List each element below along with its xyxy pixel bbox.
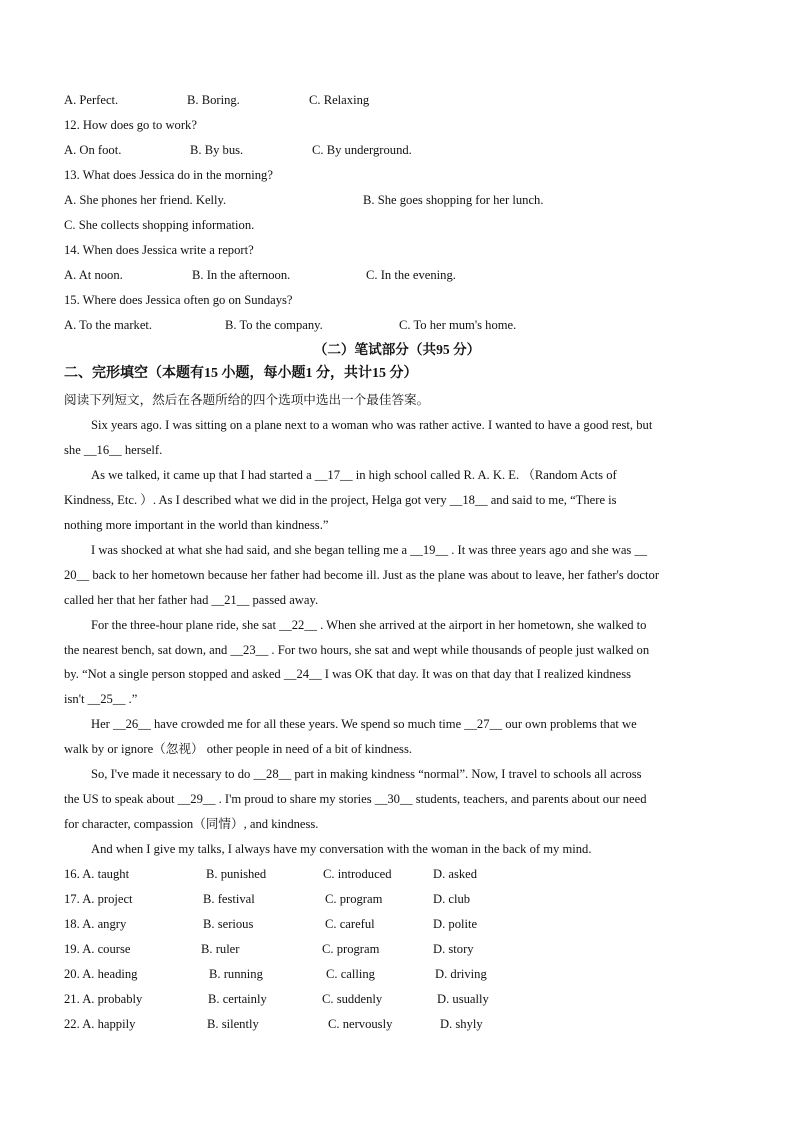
- option-c: C. nervously: [328, 1017, 393, 1031]
- passage-line: 20__ back to her hometown because her father had become ill. Just as the plane was about to leave, her father's doctor: [64, 568, 660, 582]
- option-a: 19. A. course: [64, 942, 131, 956]
- passage-line: And when I give my talks, I always have my conversation with the woman in the back of my mind.: [91, 842, 592, 856]
- q13-stem: 13. What does Jessica do in the morning?: [64, 168, 273, 182]
- q11-option-c: C. Relaxing: [309, 93, 370, 107]
- passage-line: Kindness, Etc. ）. As I described what we did in the project, Helga got very __18__ and said to me, “There is: [64, 493, 617, 507]
- option-a: 17. A. project: [64, 892, 133, 906]
- q13-option-c: C. She collects shopping information.: [64, 218, 255, 232]
- option-c: C. careful: [325, 917, 375, 931]
- option-a: 21. A. probably: [64, 992, 143, 1006]
- option-d: D. driving: [435, 967, 487, 981]
- option-d: D. shyly: [440, 1017, 483, 1031]
- option-a: 20. A. heading: [64, 967, 138, 981]
- q12-stem: 12. How does go to work?: [64, 118, 197, 132]
- passage-line: called her that her father had __21__ passed away.: [64, 593, 319, 607]
- q14-stem: 14. When does Jessica write a report?: [64, 243, 254, 257]
- q13-option-b: B. She goes shopping for her lunch.: [363, 193, 544, 207]
- option-a: 16. A. taught: [64, 867, 130, 881]
- option-b: B. certainly: [208, 992, 267, 1006]
- q14-option-b: B. In the afternoon.: [192, 268, 291, 282]
- passage-line: Six years ago. I was sitting on a plane next to a woman who was rather active. I wanted to have a good rest, but: [91, 418, 653, 432]
- option-c: C. introduced: [323, 867, 392, 881]
- q12-option-b: B. By bus.: [190, 143, 244, 157]
- option-a: 18. A. angry: [64, 917, 127, 931]
- option-d: D. polite: [433, 917, 478, 931]
- q14-option-c: C. In the evening.: [366, 268, 456, 282]
- q11-option-b: B. Boring.: [187, 93, 240, 107]
- passage-line: Her __26__ have crowded me for all these years. We spend so much time __27__ our own problems that we: [91, 717, 637, 731]
- option-a: 22. A. happily: [64, 1017, 136, 1031]
- q11-option-a: A. Perfect.: [64, 93, 119, 107]
- option-b: B. serious: [203, 917, 254, 931]
- passage-line: For the three-hour plane ride, she sat __22__ . When she arrived at the airport in her hometown, she walked to: [91, 618, 647, 632]
- option-b: B. punished: [206, 867, 267, 881]
- q12-option-a: A. On foot.: [64, 143, 122, 157]
- passage-line: As we talked, it came up that I had started a __17__ in high school called R. A. K. E. （Random Acts of: [91, 468, 617, 482]
- passage-line: isn't __25__ .”: [64, 692, 138, 706]
- option-d: D. usually: [437, 992, 489, 1006]
- q12-option-c: C. By underground.: [312, 143, 412, 157]
- passage-line: for character, compassion（同情）, and kindness.: [64, 817, 319, 831]
- option-d: D. club: [433, 892, 471, 906]
- q14-option-a: A. At noon.: [64, 268, 123, 282]
- option-d: D. story: [433, 942, 474, 956]
- passage-line: So, I've made it necessary to do __28__ part in making kindness “normal”. Now, I travel to schools all across: [91, 767, 642, 781]
- passage-line: she __16__ herself.: [64, 443, 163, 457]
- q15-stem: 15. Where does Jessica often go on Sundays?: [64, 293, 293, 307]
- passage-line: I was shocked at what she had said, and she began telling me a __19__ . It was three years ago and she was __: [91, 543, 648, 557]
- q15-option-b: B. To the company.: [225, 318, 323, 332]
- passage-line: walk by or ignore（忽视） other people in need of a bit of kindness.: [64, 742, 413, 756]
- part2-title: （二）笔试部分（共95 分）: [313, 342, 481, 357]
- option-b: B. festival: [203, 892, 255, 906]
- option-b: B. running: [209, 967, 263, 981]
- option-b: B. silently: [207, 1017, 259, 1031]
- passage-line: the US to speak about __29__ . I'm proud to share my stories __30__ students, teachers, and parents about our need: [64, 792, 647, 806]
- option-c: C. calling: [326, 967, 375, 981]
- option-c: C. program: [325, 892, 383, 906]
- passage-line: by. “Not a single person stopped and asked __24__ I was OK that day. It was on that day that I realized kindness: [64, 667, 632, 681]
- q13-option-a: A. She phones her friend. Kelly.: [64, 193, 227, 207]
- passage-line: nothing more important in the world than kindness.”: [64, 518, 329, 532]
- q15-option-c: C. To her mum's home.: [399, 318, 517, 332]
- option-c: C. program: [322, 942, 380, 956]
- option-d: D. asked: [433, 867, 478, 881]
- option-c: C. suddenly: [322, 992, 383, 1006]
- option-b: B. ruler: [201, 942, 240, 956]
- instructions: 阅读下列短文，然后在各题所给的四个选项中选出一个最佳答案。: [64, 393, 430, 407]
- passage-line: the nearest bench, sat down, and __23__ . For two hours, she sat and wept while thousands of people just walked on: [64, 643, 650, 657]
- q15-option-a: A. To the market.: [64, 318, 153, 332]
- section2-title: 二、完形填空（本题有15 小题，每小题1 分，共计15 分）: [64, 366, 418, 381]
